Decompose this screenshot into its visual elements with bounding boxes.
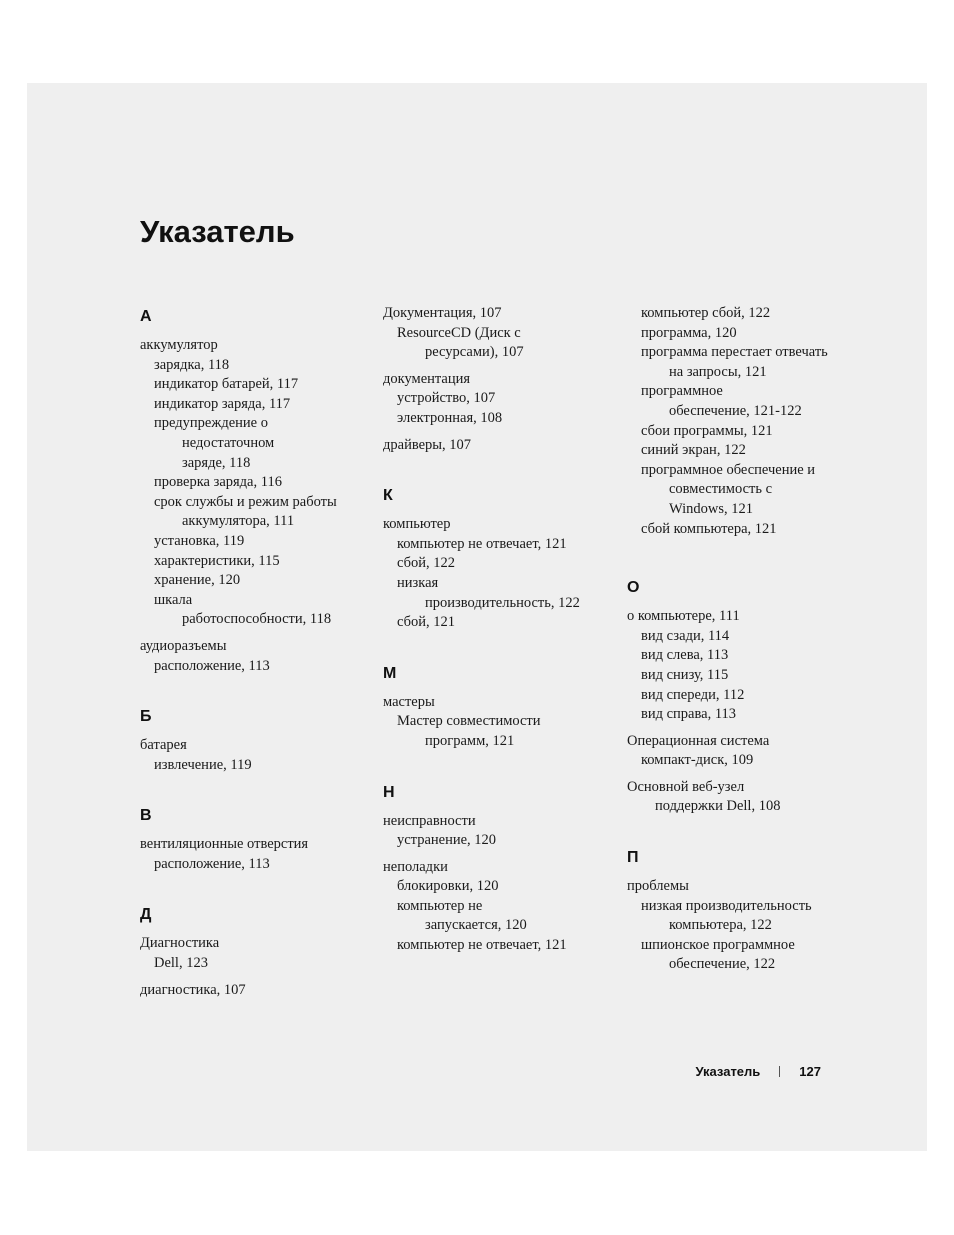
- spacer: [383, 363, 615, 370]
- spacer: [383, 851, 615, 858]
- spacer: [383, 633, 615, 663]
- index-entry: проблемы: [627, 878, 689, 895]
- index-entry-continuation: недостаточном: [182, 434, 275, 451]
- index-entry-continuation: аккумулятора, 111: [182, 513, 295, 530]
- index-subentry: программа, 120: [641, 324, 737, 341]
- index-subentry: вид слева, 113: [641, 647, 729, 664]
- index-subentry: компьютер не: [397, 897, 483, 914]
- spacer: [383, 685, 615, 693]
- index-subentry: установка, 119: [154, 532, 245, 549]
- spacer: [383, 507, 615, 515]
- index-subentry: программное обеспечение и: [641, 461, 816, 478]
- index-subentry: расположение, 113: [154, 657, 270, 674]
- index-subentry: зарядка, 118: [154, 356, 230, 373]
- index-subentry: расположение, 113: [154, 855, 270, 872]
- index-entry: компьютер: [383, 516, 451, 533]
- index-letter-heading: О: [627, 579, 640, 597]
- index-subentry: сбои программы, 121: [641, 422, 773, 439]
- index-letter-heading: К: [383, 487, 393, 505]
- index-entry-continuation: работоспособности, 118: [182, 611, 332, 628]
- index-subentry: сбой, 121: [397, 614, 455, 631]
- index-subentry: низкая: [397, 574, 439, 591]
- index-entry: мастеры: [383, 693, 435, 710]
- index-entry: аудиоразъемы: [140, 637, 227, 654]
- index-subentry: вид сзади, 114: [641, 627, 730, 644]
- index-subentry: компьютер не отвечает, 121: [397, 535, 567, 552]
- index-column-2: [383, 304, 615, 956]
- spacer: [140, 827, 372, 835]
- index-entry: Основной веб-узел: [627, 778, 745, 795]
- index-entry: документация: [383, 370, 471, 387]
- index-entry: Операционная система: [627, 732, 770, 749]
- index-entry-continuation: заряде, 118: [182, 454, 251, 471]
- index-entry-continuation: совместимость с: [669, 481, 773, 498]
- index-subentry: хранение, 120: [154, 572, 241, 589]
- index-column-3: [627, 304, 859, 975]
- index-entry: драйверы, 107: [383, 436, 472, 453]
- index-subentry: сбой компьютера, 121: [641, 520, 777, 537]
- index-letter-heading: В: [140, 807, 152, 825]
- spacer: [627, 599, 859, 607]
- spacer: [140, 630, 372, 637]
- index-letter-heading: А: [140, 308, 152, 325]
- index-subentry: устранение, 120: [397, 832, 497, 849]
- spacer: [140, 874, 372, 904]
- spacer: [383, 455, 615, 485]
- index-entry-continuation: на запросы, 121: [669, 363, 767, 380]
- index-entry-continuation: компьютера, 122: [669, 917, 772, 934]
- index-entry: диагностика, 107: [140, 981, 246, 998]
- index-subentry: вид снизу, 115: [641, 666, 729, 683]
- index-entry: Диагностика: [140, 935, 220, 952]
- spacer: [140, 728, 372, 736]
- index-letter-heading: Д: [140, 906, 152, 924]
- index-subentry: вид справа, 113: [641, 706, 737, 723]
- index-subentry: компакт-диск, 109: [641, 752, 754, 769]
- spacer: [140, 775, 372, 805]
- index-subentry: шпионское программное: [641, 936, 795, 953]
- index-subentry: срок службы и режим работы: [154, 493, 337, 510]
- spacer: [383, 804, 615, 812]
- spacer: [627, 771, 859, 778]
- spacer: [627, 817, 859, 847]
- spacer: [627, 539, 859, 577]
- spacer: [627, 725, 859, 732]
- index-letter-heading: М: [383, 664, 397, 682]
- index-entry: неполадки: [383, 858, 448, 875]
- spacer: [140, 676, 372, 706]
- index-subentry: низкая производительность: [641, 897, 812, 914]
- index-entry-continuation: запускается, 120: [425, 917, 527, 934]
- page-title: Указатель: [140, 214, 295, 249]
- index-letter-heading: Н: [383, 783, 395, 801]
- index-letter-heading: Б: [140, 708, 152, 726]
- index-subentry: шкала: [154, 591, 193, 608]
- index-subentry: предупреждение о: [154, 415, 268, 432]
- index-subentry: устройство, 107: [397, 390, 496, 407]
- index-subentry: электронная, 108: [397, 409, 503, 426]
- index-subentry: синий экран, 122: [641, 442, 746, 459]
- index-subentry: компьютер не отвечает, 121: [397, 937, 567, 954]
- spacer: [140, 974, 372, 981]
- footer-divider: [779, 1066, 780, 1077]
- index-letter-heading: П: [627, 849, 639, 867]
- spacer: [383, 429, 615, 436]
- index-subentry: программное: [641, 383, 723, 400]
- index-entry-continuation: обеспечение, 121-122: [669, 402, 802, 419]
- index-subentry: компьютер сбой, 122: [641, 305, 771, 321]
- index-subentry: индикатор заряда, 117: [154, 395, 291, 412]
- footer-section-label: Указатель: [695, 1063, 761, 1079]
- index-subentry: характеристики, 115: [154, 552, 280, 569]
- index-entry: батарея: [140, 737, 187, 754]
- index-entry-continuation: производительность, 122: [425, 594, 580, 611]
- index-entry: Документация, 107: [383, 305, 502, 321]
- index-entry-continuation: Windows, 121: [669, 500, 753, 517]
- index-subentry: извлечение, 119: [154, 756, 252, 773]
- spacer: [140, 328, 372, 336]
- spacer: [140, 926, 372, 934]
- index-entry-continuation: поддержки Dell, 108: [655, 798, 781, 815]
- index-subentry: Dell, 123: [154, 955, 208, 972]
- index-entry: вентиляционные отверстия: [140, 836, 309, 853]
- index-subentry: вид спереди, 112: [641, 686, 745, 703]
- index-entry: аккумулятор: [140, 337, 218, 353]
- spacer: [627, 869, 859, 877]
- index-entry: о компьютере, 111: [627, 608, 740, 625]
- index-column-1: [140, 304, 372, 1000]
- page-footer: [695, 1062, 821, 1080]
- index-entry: неисправности: [383, 812, 476, 829]
- index-entry-continuation: программ, 121: [425, 732, 515, 749]
- index-subentry: программа перестает отвечать: [641, 344, 828, 361]
- page-number: 127: [799, 1063, 821, 1079]
- index-subentry: сбой, 122: [397, 555, 455, 572]
- spacer: [383, 752, 615, 782]
- index-subentry: проверка заряда, 116: [154, 474, 282, 491]
- index-entry-continuation: обеспечение, 122: [669, 956, 776, 973]
- index-entry-continuation: ресурсами), 107: [425, 344, 524, 361]
- index-subentry: Мастер совместимости: [397, 713, 541, 730]
- index-subentry: ResourceCD (Диск с: [397, 324, 521, 341]
- index-subentry: индикатор батарей, 117: [154, 376, 299, 393]
- index-subentry: блокировки, 120: [397, 878, 499, 895]
